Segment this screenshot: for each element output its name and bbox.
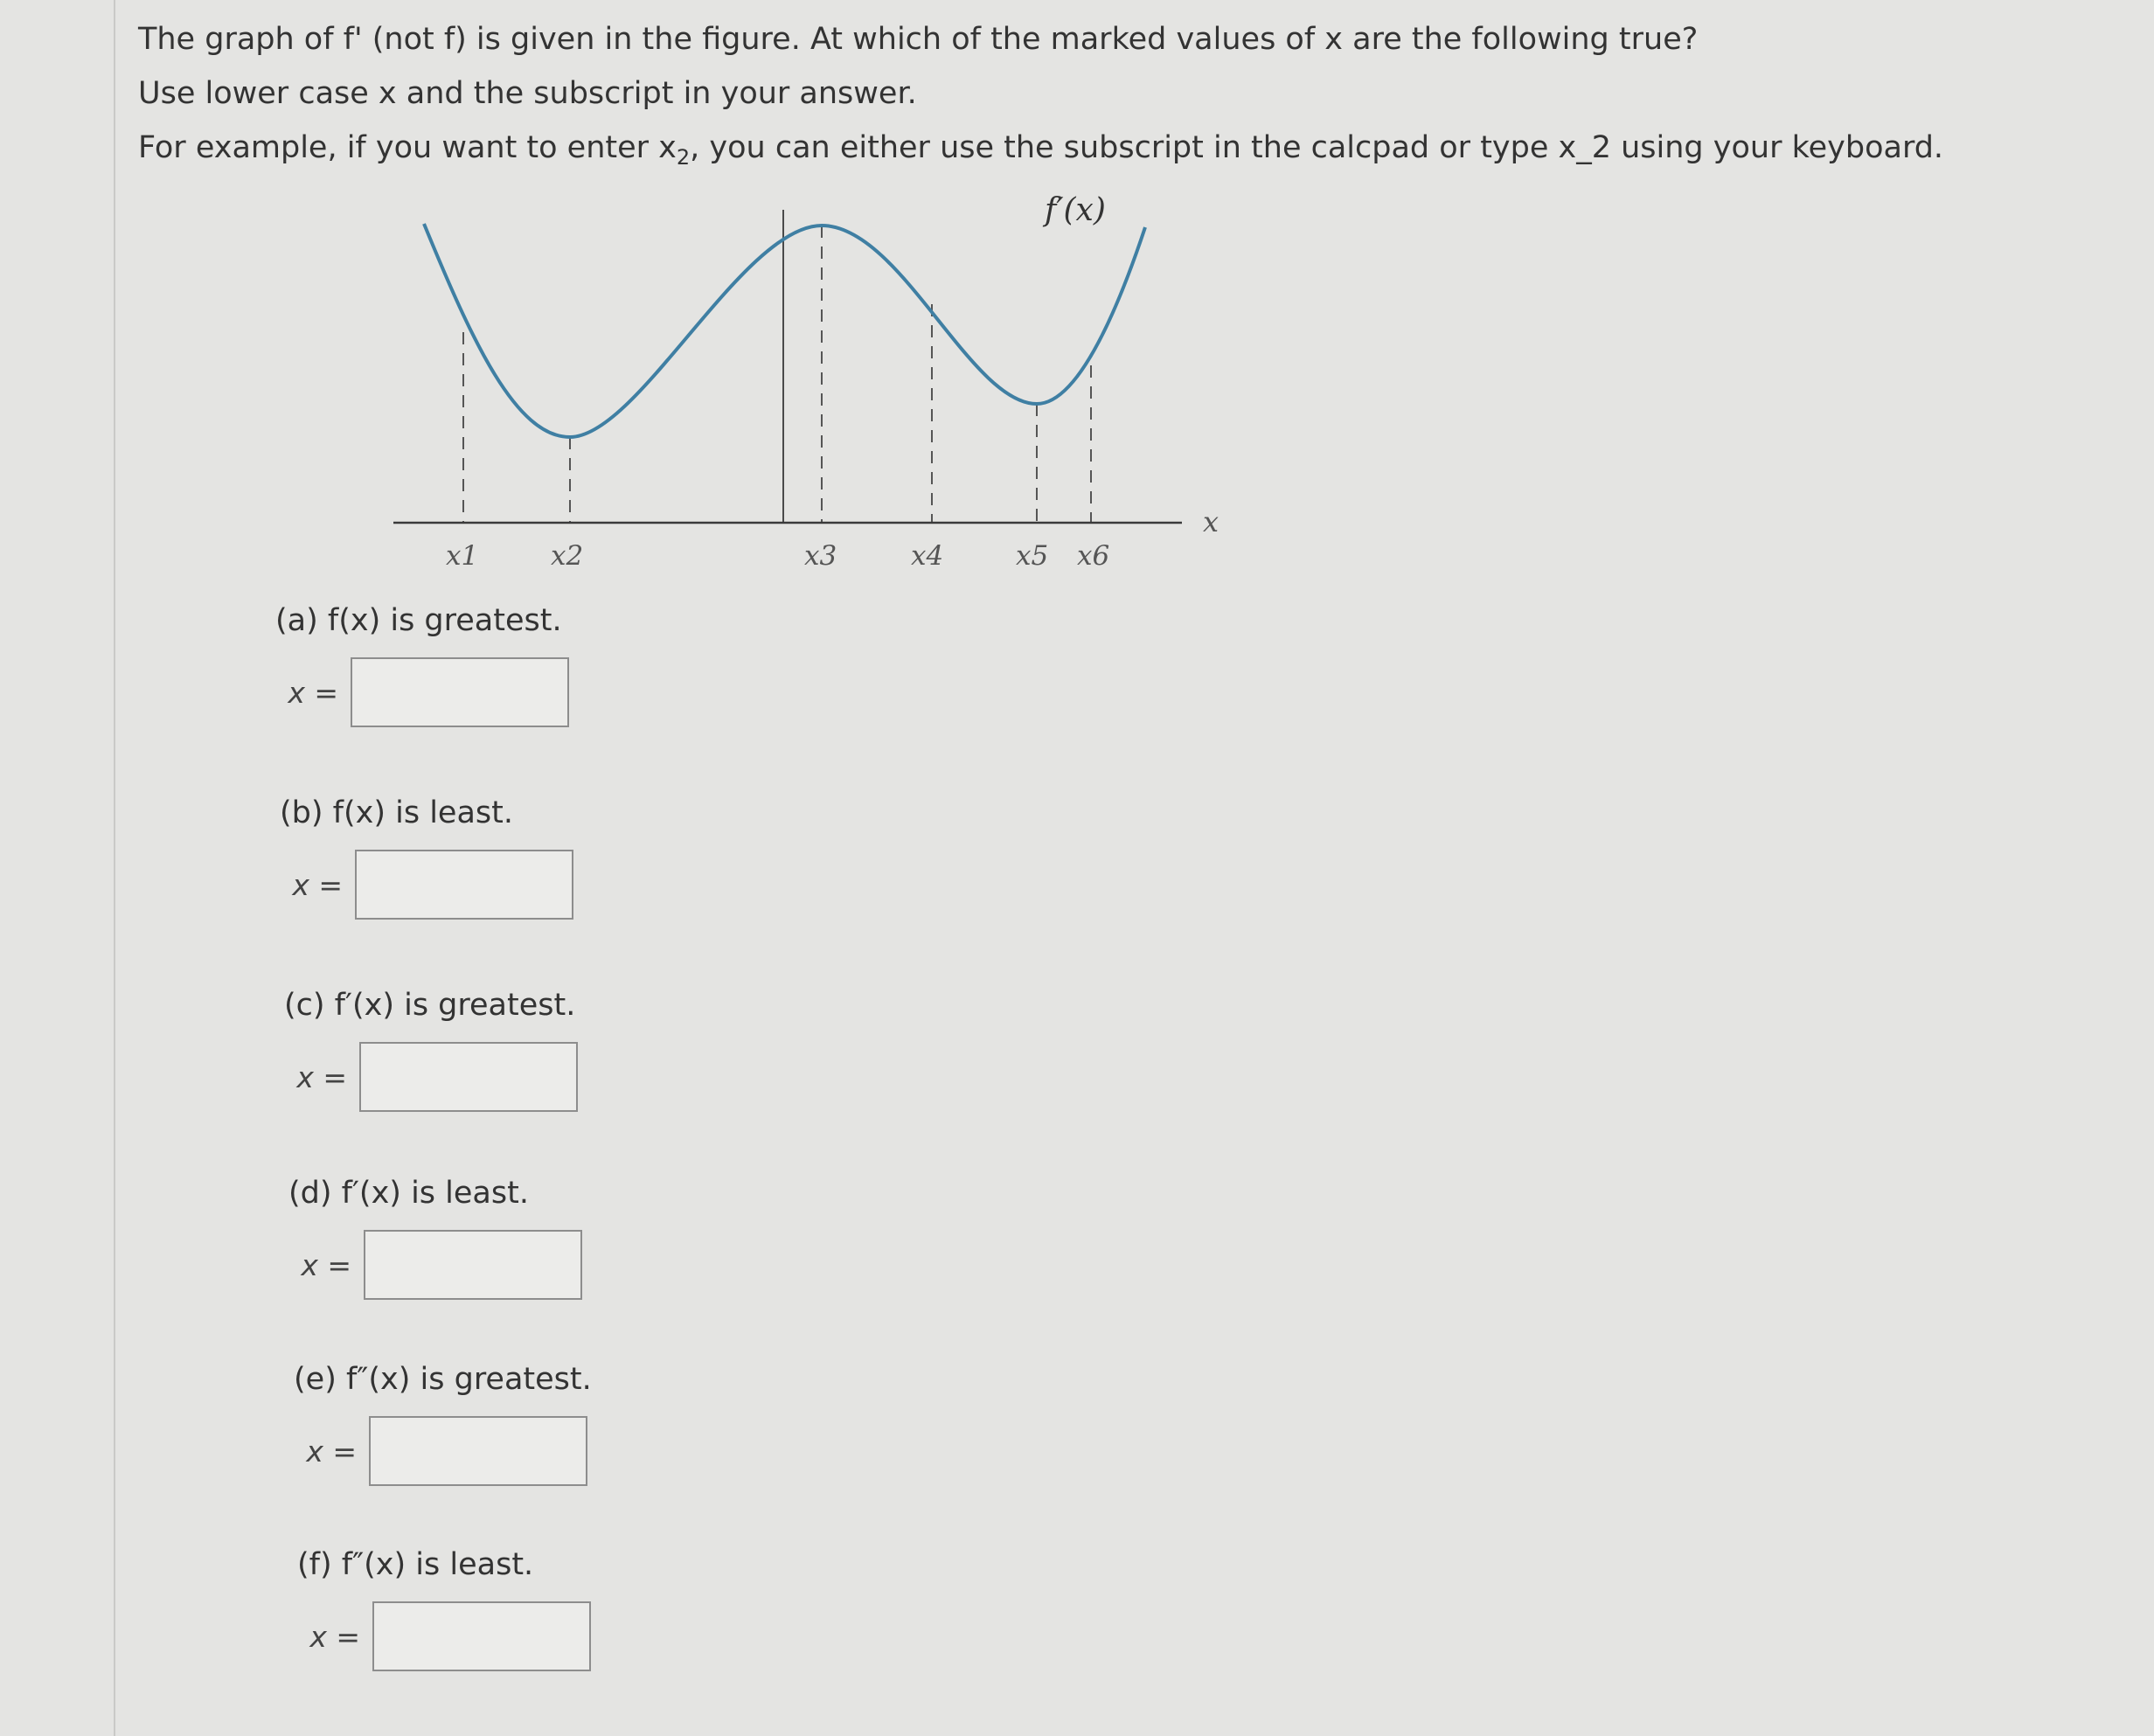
answer-input-f[interactable] — [372, 1601, 591, 1671]
answer-row — [297, 1601, 682, 1671]
derivative-graph — [376, 175, 1250, 594]
answer-prefix: x = — [301, 1247, 351, 1282]
x-axis-label: x — [1203, 505, 1219, 538]
answer-input-a[interactable] — [351, 657, 569, 727]
question-label: (b) f(x) is least. — [280, 795, 513, 830]
instruction-line-1: The graph of f' (not f) is given in the figure. At which of the marked values of x are the following true? — [138, 22, 1699, 57]
tick-label-x2: x2 — [551, 540, 584, 572]
instruction-line-2: Use lower case x and the subscript in your answer. — [138, 76, 917, 111]
answer-input-c[interactable] — [359, 1042, 578, 1112]
question-e — [294, 1362, 678, 1486]
tick-label-x5: x5 — [1016, 540, 1049, 572]
instruction-line-3-start: For example, if you want to enter x — [138, 130, 677, 165]
graph-svg — [376, 175, 1250, 594]
answer-prefix: x = — [309, 1619, 360, 1654]
answer-row — [288, 1230, 673, 1300]
question-a — [275, 603, 660, 727]
question-label: (f) f″(x) is least. — [297, 1547, 534, 1582]
answer-prefix: x = — [306, 1434, 357, 1469]
question-f — [297, 1547, 682, 1671]
page-frame-border — [114, 0, 115, 1736]
tick-label-x6: x6 — [1077, 540, 1110, 572]
answer-row — [280, 850, 664, 920]
answer-input-e[interactable] — [369, 1416, 587, 1486]
question-c — [284, 988, 669, 1112]
answer-row — [284, 1042, 669, 1112]
derivative-curve — [424, 224, 1145, 437]
answer-prefix: x = — [288, 675, 338, 710]
question-b — [280, 795, 664, 920]
answer-input-b[interactable] — [355, 850, 573, 920]
tick-label-x3: x3 — [804, 540, 837, 572]
answer-prefix: x = — [296, 1059, 347, 1094]
question-d — [288, 1176, 673, 1300]
answer-prefix: x = — [292, 867, 343, 902]
question-label: (e) f″(x) is greatest. — [294, 1362, 592, 1397]
instructions — [138, 12, 2131, 184]
tick-label-x1: x1 — [446, 540, 479, 572]
answer-row — [275, 657, 660, 727]
curve-label: f′(x) — [1045, 192, 1106, 228]
tick-label-x4: x4 — [911, 540, 944, 572]
question-label: (a) f(x) is greatest. — [275, 603, 562, 638]
instruction-line-3-end: , you can either use the subscript in the calcpad or type x_2 using your keyboard. — [690, 130, 1944, 165]
instruction-subscript: 2 — [676, 145, 691, 170]
question-label: (d) f′(x) is least. — [288, 1176, 529, 1211]
answer-input-d[interactable] — [364, 1230, 582, 1300]
answer-row — [294, 1416, 678, 1486]
question-label: (c) f′(x) is greatest. — [284, 988, 576, 1023]
